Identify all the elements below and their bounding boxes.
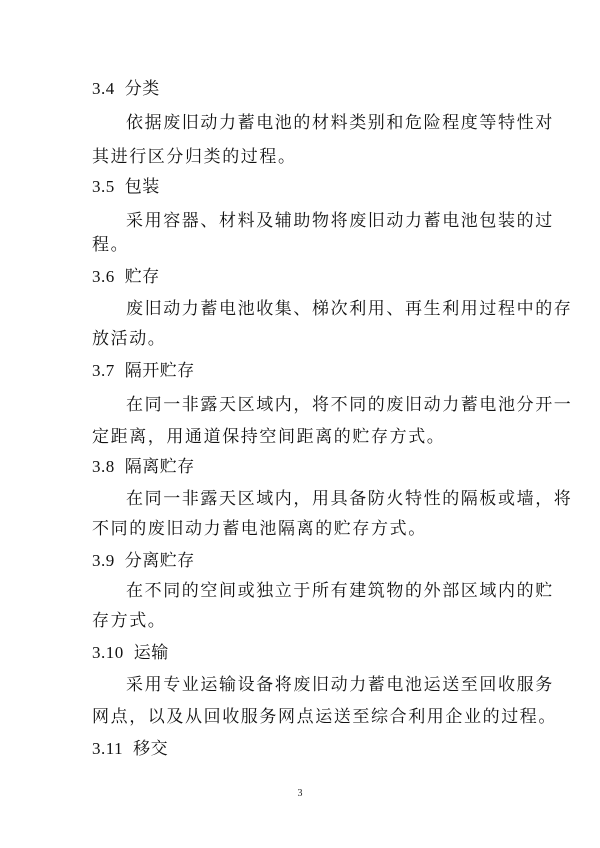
section-heading-3-11: [92, 738, 168, 760]
section-title: 隔离贮存: [124, 457, 195, 477]
section-text-line: 定距离，用通道保持空间距离的贮存方式。: [92, 427, 446, 447]
section-text-line: 在同一非露天区域内，用具备防火特性的隔板或墙，将: [126, 489, 573, 509]
section-heading-3-4: [92, 78, 160, 100]
section-text-line: 采用专业运输设备将废旧动力蓄电池运送至回收服务: [126, 675, 554, 695]
section-heading-3-7: [92, 360, 195, 382]
section-title: 贮存: [124, 267, 160, 287]
section-text-line: 不同的废旧动力蓄电池隔离的贮存方式。: [92, 519, 427, 539]
section-title: 运输: [133, 643, 169, 663]
section-heading-3-5: [92, 176, 160, 198]
section-title: 隔开贮存: [124, 361, 195, 381]
section-title: 分类: [124, 79, 160, 99]
page-number: 3: [297, 788, 303, 799]
section-number: 3.10: [92, 643, 124, 662]
section-title: 包装: [124, 177, 160, 197]
section-heading-3-9: [92, 550, 195, 572]
section-heading-3-6: [92, 266, 160, 288]
section-text-line: 程。: [92, 235, 130, 255]
section-text-line: 依据废旧动力蓄电池的材料类别和危险程度等特性对: [126, 113, 554, 133]
section-text-line: 废旧动力蓄电池收集、梯次利用、再生利用过程中的存: [126, 299, 573, 319]
section-text-line: 网点，以及从回收服务网点运送至综合利用企业的过程。: [92, 707, 557, 727]
section-text-line: 在不同的空间或独立于所有建筑物的外部区域内的贮: [126, 581, 554, 601]
section-text-line: 放活动。: [92, 329, 167, 349]
section-heading-3-10: [92, 642, 169, 664]
section-number: 3.7: [92, 361, 115, 380]
section-number: 3.5: [92, 177, 115, 196]
section-heading-3-8: [92, 456, 195, 478]
section-text-line: 存方式。: [92, 611, 167, 631]
section-number: 3.4: [92, 79, 115, 98]
section-title: 移交: [133, 739, 169, 759]
section-text-line: 采用容器、材料及辅助物将废旧动力蓄电池包装的过: [126, 211, 554, 231]
section-number: 3.6: [92, 267, 115, 286]
section-number: 3.8: [92, 457, 115, 476]
section-text-line: 在同一非露天区域内，将不同的废旧动力蓄电池分开一: [126, 395, 573, 415]
section-title: 分离贮存: [124, 551, 195, 571]
section-number: 3.9: [92, 551, 115, 570]
section-text-line: 其进行区分归类的过程。: [92, 147, 297, 167]
section-number: 3.11: [92, 739, 124, 758]
